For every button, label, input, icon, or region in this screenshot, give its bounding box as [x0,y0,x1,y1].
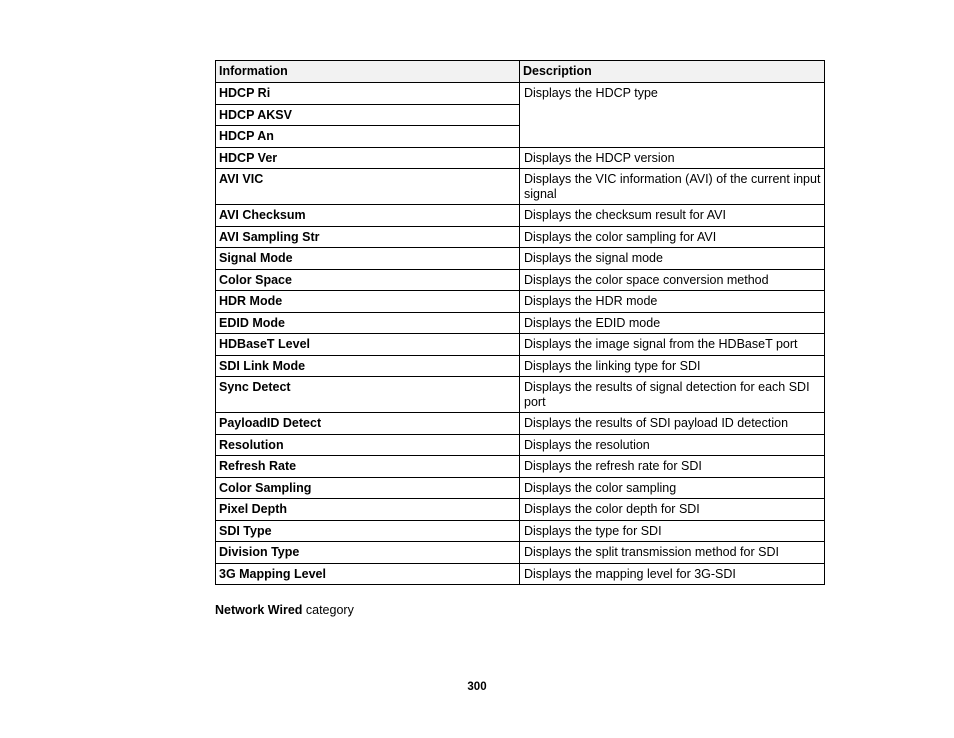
description-cell: Displays the results of signal detection for each SDI port [520,377,825,413]
table-row [216,456,825,478]
info-name-cell: SDI Type [216,520,520,542]
table-header-row [216,61,825,83]
table-row [216,312,825,334]
info-name-cell: Pixel Depth [216,499,520,521]
description-cell: Displays the checksum result for AVI [520,205,825,227]
description-cell: Displays the color depth for SDI [520,499,825,521]
table-row [216,83,825,105]
table-row [216,147,825,169]
info-name-cell: Resolution [216,434,520,456]
description-cell: Displays the color sampling [520,477,825,499]
table-row [216,248,825,270]
info-name-cell: Refresh Rate [216,456,520,478]
info-name-cell: SDI Link Mode [216,355,520,377]
information-table [215,60,825,585]
table-row [216,520,825,542]
table-body [216,83,825,585]
info-name-cell: PayloadID Detect [216,413,520,435]
info-name-cell: HDBaseT Level [216,334,520,356]
table-row [216,413,825,435]
description-cell: Displays the HDCP version [520,147,825,169]
description-cell: Displays the HDCP type [520,83,825,148]
info-name-cell: HDCP Ver [216,147,520,169]
info-name-cell: Division Type [216,542,520,564]
description-cell: Displays the VIC information (AVI) of the current input signal [520,169,825,205]
info-name-cell: HDCP AKSV [216,104,520,126]
page-number: 300 [467,681,487,693]
description-cell: Displays the linking type for SDI [520,355,825,377]
info-name-cell: AVI Sampling Str [216,226,520,248]
table-row [216,205,825,227]
description-cell: Displays the split transmission method for SDI [520,542,825,564]
table-row [216,291,825,313]
description-cell: Displays the color sampling for AVI [520,226,825,248]
description-cell: Displays the mapping level for 3G-SDI [520,563,825,585]
description-cell: Displays the refresh rate for SDI [520,456,825,478]
info-name-cell: 3G Mapping Level [216,563,520,585]
info-name-cell: Color Space [216,269,520,291]
table-row [216,542,825,564]
column-header-description: Description [520,61,825,83]
info-name-cell: Signal Mode [216,248,520,270]
description-cell: Displays the resolution [520,434,825,456]
info-name-cell: HDR Mode [216,291,520,313]
table-row [216,269,825,291]
info-name-cell: Color Sampling [216,477,520,499]
info-name-cell: Sync Detect [216,377,520,413]
section-caption [215,603,354,617]
table-row [216,563,825,585]
info-name-cell: AVI Checksum [216,205,520,227]
table-row [216,226,825,248]
table-row [216,377,825,413]
caption-bold: Network Wired [215,603,303,617]
table-row [216,434,825,456]
description-cell: Displays the color space conversion method [520,269,825,291]
table-row [216,169,825,205]
table-row [216,499,825,521]
info-name-cell: AVI VIC [216,169,520,205]
info-name-cell: HDCP An [216,126,520,148]
column-header-information: Information [216,61,520,83]
description-cell: Displays the image signal from the HDBaseT port [520,334,825,356]
description-cell: Displays the signal mode [520,248,825,270]
description-cell: Displays the EDID mode [520,312,825,334]
caption-text: category [302,603,354,617]
table-row [216,477,825,499]
info-name-cell: HDCP Ri [216,83,520,105]
description-cell: Displays the HDR mode [520,291,825,313]
info-name-cell: EDID Mode [216,312,520,334]
description-cell: Displays the type for SDI [520,520,825,542]
table-row [216,355,825,377]
table-row [216,334,825,356]
description-cell: Displays the results of SDI payload ID detection [520,413,825,435]
